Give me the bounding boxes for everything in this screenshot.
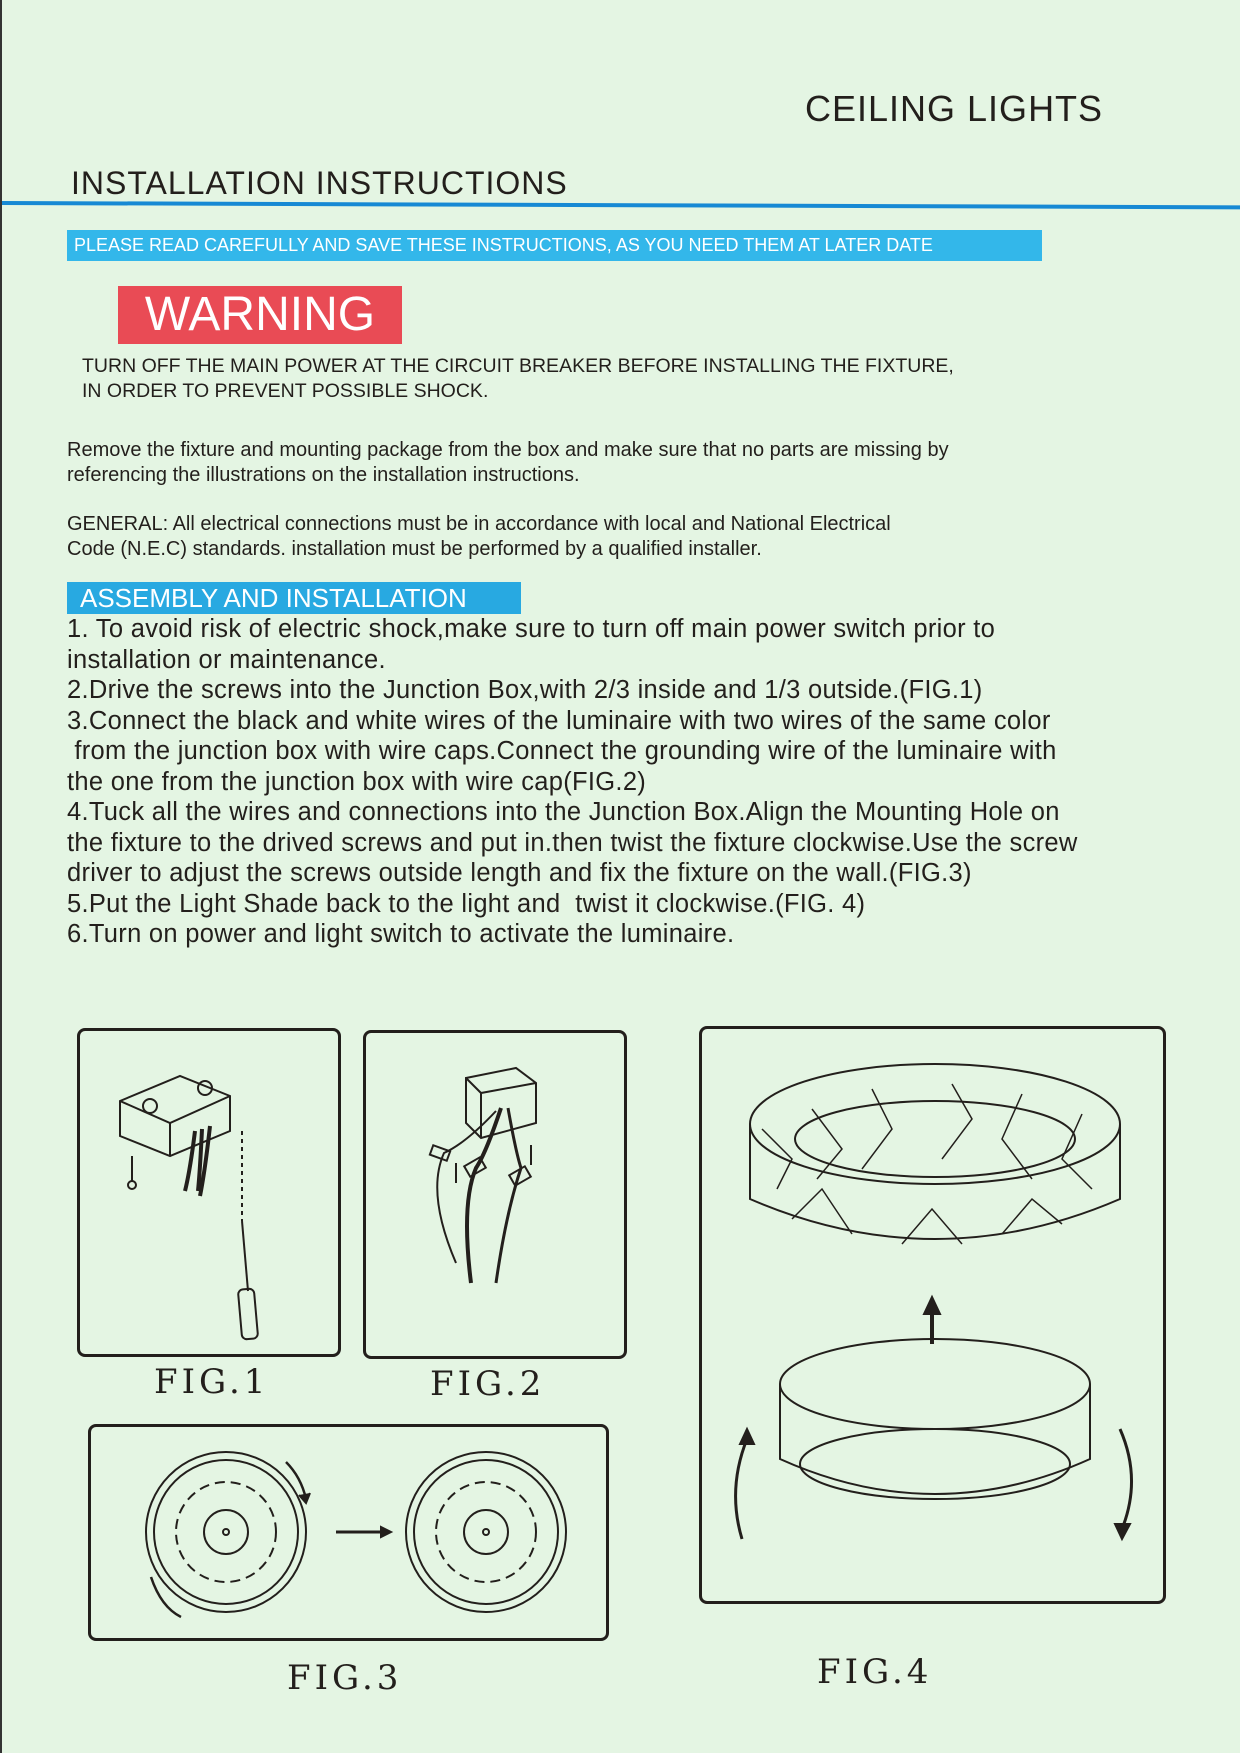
text-line: GENERAL: All electrical connections must be in accordance with local and National Electrical bbox=[67, 513, 891, 535]
title-divider bbox=[2, 201, 1240, 209]
text-line: Remove the fixture and mounting package from the box and make sure that no parts are missing by bbox=[67, 439, 949, 461]
light-shade-illustration bbox=[702, 1029, 1169, 1607]
step-line: 5.Put the Light Shade back to the light and twist it clockwise.(FIG. 4) bbox=[67, 889, 866, 918]
step-line: the fixture to the drived screws and put in.then twist the fixture clockwise.Use the screw bbox=[67, 828, 1078, 857]
step-line: 6.Turn on power and light switch to activate the luminaire. bbox=[67, 920, 735, 948]
wire-connection-illustration bbox=[366, 1033, 630, 1362]
step-line: driver to adjust the screws outside length and fix the fixture on the wall.(FIG.3) bbox=[67, 859, 972, 887]
warning-text bbox=[82, 354, 954, 404]
warning-line: TURN OFF THE MAIN POWER AT THE CIRCUIT BREAKER BEFORE INSTALLING THE FIXTURE, bbox=[82, 355, 954, 377]
figure-3-box bbox=[88, 1424, 609, 1641]
assembly-steps bbox=[67, 614, 1078, 950]
figure-3-label: FIG.3 bbox=[287, 1658, 403, 1698]
figure-4-label: FIG.4 bbox=[817, 1652, 933, 1692]
fixture-twist-illustration bbox=[91, 1427, 612, 1644]
page-title: INSTALLATION INSTRUCTIONS bbox=[71, 165, 568, 201]
warning-label: WARNING bbox=[118, 286, 402, 344]
figure-1-label: FIG.1 bbox=[154, 1362, 270, 1402]
figure-1-box bbox=[77, 1028, 341, 1357]
figure-2-label: FIG.2 bbox=[430, 1364, 546, 1404]
notice-banner: PLEASE READ CAREFULLY AND SAVE THESE INSTRUCTIONS, AS YOU NEED THEM AT LATER DATE bbox=[67, 230, 1042, 261]
step-line: 4.Tuck all the wires and connections into the Junction Box.Align the Mounting Hole on bbox=[67, 798, 1060, 826]
step-line: installation or maintenance. bbox=[67, 645, 386, 674]
figure-4-box bbox=[699, 1026, 1166, 1604]
assembly-heading: ASSEMBLY AND INSTALLATION bbox=[67, 582, 521, 614]
intro-remove bbox=[67, 438, 949, 488]
step-line: the one from the junction box with wire cap(FIG.2) bbox=[67, 767, 647, 796]
junction-box-screwdriver-illustration bbox=[80, 1031, 344, 1360]
step-line: 3.Connect the black and white wires of the luminaire with two wires of the same color bbox=[67, 706, 1051, 735]
text-line: referencing the illustrations on the installation instructions. bbox=[67, 464, 580, 486]
step-line: from the junction box with wire caps.Connect the grounding wire of the luminaire with bbox=[67, 737, 1057, 765]
text-line: Code (N.E.C) standards. installation must be performed by a qualified installer. bbox=[67, 538, 762, 560]
step-line: 2.Drive the screws into the Junction Box,with 2/3 inside and 1/3 outside.(FIG.1) bbox=[67, 676, 983, 704]
intro-general bbox=[67, 512, 891, 562]
warning-line: IN ORDER TO PREVENT POSSIBLE SHOCK. bbox=[82, 380, 489, 402]
step-line: 1. To avoid risk of electric shock,make sure to turn off main power switch prior to bbox=[67, 615, 996, 643]
figure-2-box bbox=[363, 1030, 627, 1359]
brand-title: CEILING LIGHTS bbox=[805, 88, 1104, 129]
